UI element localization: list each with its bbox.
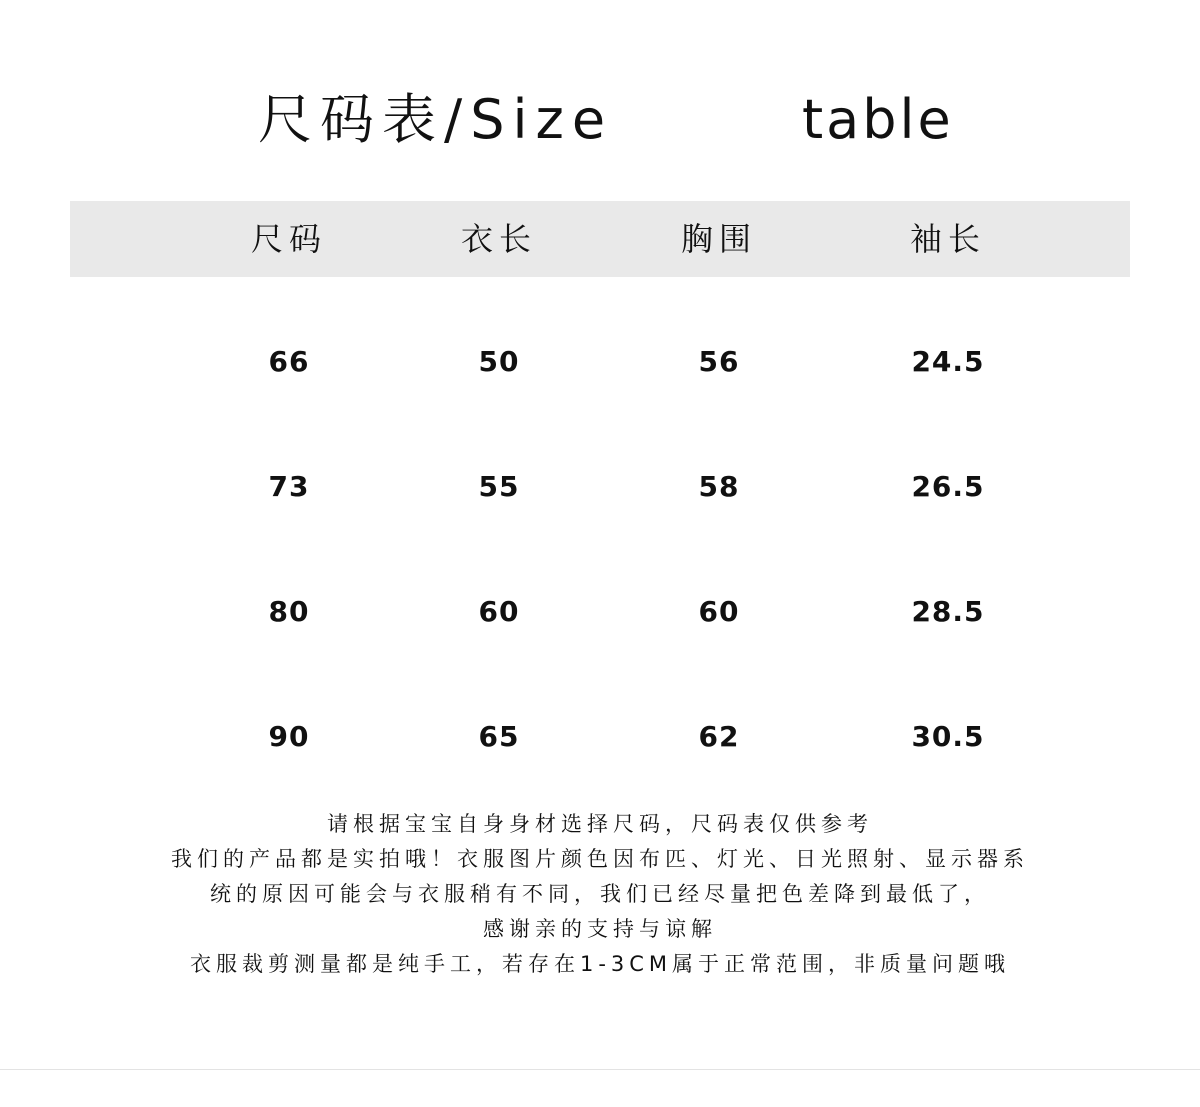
cell-chest: 62 xyxy=(698,720,740,753)
header-sleeve: 袖长 xyxy=(909,220,986,258)
bottom-divider xyxy=(0,1069,1200,1070)
cell-sleeve: 26.5 xyxy=(911,470,985,503)
cell-length: 65 xyxy=(478,720,520,753)
cell-length: 55 xyxy=(478,470,520,503)
cell-sleeve: 24.5 xyxy=(911,345,985,378)
table-header-row xyxy=(70,201,1130,277)
cell-length: 50 xyxy=(478,345,520,378)
cell-size: 80 xyxy=(268,595,310,628)
note-line: 我们的产品都是实拍哦！衣服图片颜色因布匹、灯光、日光照射、显示器系 xyxy=(171,847,1029,871)
title-suffix: table xyxy=(802,88,954,151)
note-line: 统的原因可能会与衣服稍有不同，我们已经尽量把色差降到最低了， xyxy=(210,882,990,906)
table-row xyxy=(70,652,1130,777)
header-chest: 胸围 xyxy=(680,220,757,258)
cell-size: 73 xyxy=(268,470,310,503)
header-length: 衣长 xyxy=(460,220,537,258)
note-line: 请根据宝宝自身身材选择尺码，尺码表仅供参考 xyxy=(327,812,873,836)
notes-block xyxy=(0,807,1200,982)
cell-chest: 56 xyxy=(698,345,740,378)
note-line: 感谢亲的支持与谅解 xyxy=(483,917,717,941)
cell-chest: 60 xyxy=(698,595,740,628)
cell-size: 90 xyxy=(268,720,310,753)
header-size: 尺码 xyxy=(250,220,327,258)
title-main: 尺码表/Size xyxy=(258,88,614,151)
table-row xyxy=(70,527,1130,652)
page-title xyxy=(0,80,1200,160)
cell-size: 66 xyxy=(268,345,310,378)
cell-sleeve: 30.5 xyxy=(911,720,985,753)
table-row xyxy=(70,277,1130,402)
table-row xyxy=(70,402,1130,527)
cell-chest: 58 xyxy=(698,470,740,503)
note-line: 衣服裁剪测量都是纯手工，若存在1-3CM属于正常范围，非质量问题哦 xyxy=(189,952,1011,976)
cell-sleeve: 28.5 xyxy=(911,595,985,628)
size-table xyxy=(70,201,1130,777)
cell-length: 60 xyxy=(478,595,520,628)
